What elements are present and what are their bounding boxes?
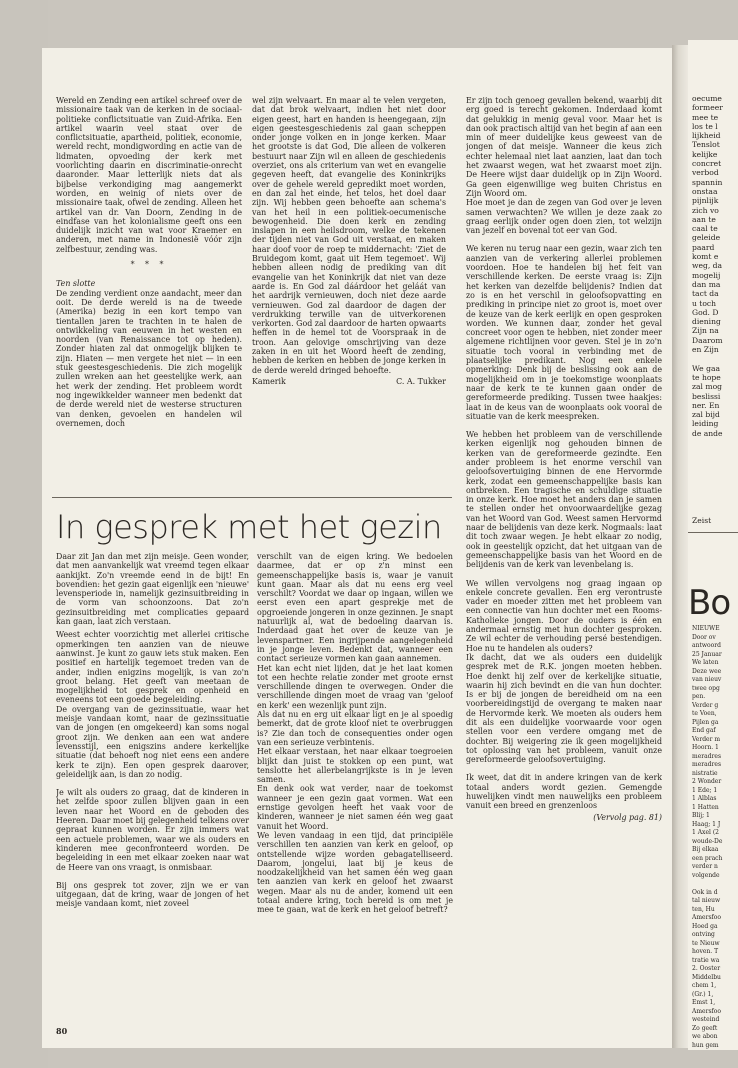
article2-column-1 [56, 552, 249, 1014]
adjacent-page-title: Bo [688, 583, 731, 623]
page-binding [672, 45, 688, 1048]
article2-paragraph: En denk ook wat verder, naar de toekomst wanneer je een gezin gaat vormen. Wat een ernstige gevolgen heeft het vaak voor de kinderen, wanneer je niet samen één weg gaat vanuit het Woord. [257, 784, 453, 831]
page-number: 80 [56, 1026, 68, 1036]
article1-paragraph: De zending verdient onze aandacht, meer dan ooit. De derde wereld is na de tweede (Amerika) bezig in een kort tempo van tientallen jaren te trachten in te halen de ontwikkeling van eeuwen in het westen en noorden (van Renaissance tot op heden). Zonder hiaten zal dat onmogelijk blijken te zijn. Hiaten — men vergete het niet — in een stuk geestesgeschiedenis. Die zich mogelijk zullen wreken aan het geestelijke werk, aan het werk der zending. Het probleem wordt nog ingewikkelder wanneer men bedenkt dat de derde wereld niet de westerse structuren van denken, gevoelen en handelen wil overnemen, doch [56, 288, 242, 428]
article-title: In gesprek met het gezin [56, 508, 442, 546]
column3-paragraph: Ik dacht, dat we als ouders een duidelijk gesprek met de R.K. jongen moeten hebben. Hoe denkt hij zelf over de kerkelijke situatie, waarin hij zich bevindt en die van hun dochter. Is er bij de jongen de bereidheid om na een voorbereidingstijd de overgang te maken naar de Hervormde kerk. We moeten als ouders hem dit als een duidelijke voorwaarde voor ogen stellen voor een verdere omgang met de dochter. Bij weigering zie ik geen mogelijkheid tot oplossing van het probleem, vanuit onze gereformeerde geloofsovertuiging. [466, 652, 662, 765]
column3-paragraph: We hebben het probleem van de verschillende kerken eigenlijk nog gehouden binnen de kerken van de gereformeerde gezindte. Een ander probleem is het enorme verschil van geloofsovertuiging binnen de ene Hervormde kerk, zodat een gemeenschappelijke basis kan ontbreken. Een tragische en schuldige situatie in onze kerk. Hoe moet het anders dan je samen te stellen onder het onvoorwaardelijke gezag van het Woord van God. Weest samen Hervormd naar de belijdenis van deze kerk. Nogmaals: laat dit toch zwaar wegen. Je hebt elkaar zo nodig, ook in geestelijk opzicht, dat het uitgaan van de gemeenschappelijke basis van het Woord en de belijdenis van de kerk van levenbelang is. [466, 430, 662, 570]
article2-paragraph: verschilt van de eigen kring. We bedoelen daarmee, dat er op z'n minst een gemeenschappelijke basis is, waar je vanuit kunt gaan. Maar als dat nu eens erg veel verschilt? Voordat we daar op ingaan, willen we eerst even een apart gesprekje met de opgroeiende jongeren in onze gezinnen. Je snapt natuurlijk al, wat de bedoeling daarvan is. Inderdaad gaat het over de keuze van je levenspartner. Een ingrijpende aangelegenheid in je jonge leven. Bedenkt dat, wanneer een contact serieuze vormen kan gaan aannemen. [257, 552, 453, 664]
article2-paragraph: Daar zit Jan dan met zijn meisje. Geen wonder, dat men aanvankelijk wat vreemd tegen elkaar aankijkt. Zo'n vreemde eend in de bijt! En bovendien: het gezin gaat eigenlijk een 'nieuwe' levensperiode in, namelijk gezinsuitbreiding in de vorm van schoonzoons. Dat zo'n gezinsuitbreiding met complicaties gepaard kan gaan, laat zich verstaan. [56, 552, 249, 627]
article2-column-2 [257, 552, 453, 1014]
article1-column-2 [252, 96, 446, 486]
subheading-ten-slotte: Ten slotte [56, 279, 96, 289]
article2-paragraph: De overgang van de gezinssituatie, waar het meisje vandaan komt, naar de gezinssituatie van de jongen (en omgekeerd) kan soms nogal groot zijn. We denken aan een wat andere levensstijl, een enigszins andere kerkelijke situatie (dat behoeft nog niet eens een andere kerk te zijn). Een open gesprek daarover, geleidelijk aan, is dan zo nodig. [56, 704, 249, 779]
background-left [0, 0, 48, 1068]
article2-paragraph: Je wilt als ouders zo graag, dat de kinderen in het zelfde spoor zullen blijven gaan in een leven naar het Woord en de geboden des Heeren. Daar moet bij gelegenheid telkens over gepraat kunnen worden. Er zijn immers wat een actuele problemen, waar we als ouders en kinderen mee geconfronteerd worden. De begeleiding in een met elkaar zoeken naar wat de Heere van ons vraagt, is onmisbaar. [56, 788, 249, 872]
article2-paragraph: Het elkaar verstaan, het naar elkaar toegroeien blijkt dan juist te stokken op een punt, wat tenslotte het allerbelangrijkste is in je leven samen. [257, 747, 453, 785]
adjacent-page [688, 40, 738, 1050]
article2-paragraph: Het kan echt niet lijden, dat je het laat komen tot een hechte relatie zonder met groote ernst verschillende dingen te overwegen. Onder die verschillende dingen moet de vraag van 'geloof en kerk' een wezenlijk punt zijn. [257, 663, 453, 710]
column3-paragraph: We willen vervolgens nog graag ingaan op enkele concrete gevallen. Een erg verontruste vader en moeder zitten met het probleem van een connectie van hun dochter met een Rooms-Katholieke jongen. Door de ouders is één en andermaal ernstig met hun dochter gesproken. Ze wil echter de verhouding persé bestendigen. Hoe nu te handelen als ouders? [466, 578, 662, 653]
column3-paragraph: Ik weet, dat dit in andere kringen van de kerk totaal anders wordt gezien. Gemengde huwelijken vindt men nauwelijks een probleem vanuit een breed en grenzenloos [466, 773, 662, 811]
adjacent-page-text-bottom: NIEUWE Door ov antwoord 25 Januar We laten Deze wee van nieuv twee opg pen. Verder g te Voen, Pijlen ga End gaf Verder m Hoorn. 1 meradres meradres nistratie 2 Wonder 1 Ede; 1 1 Alblas 1 Hatten Blij; 1 Haag; 1 J 1 Axel (2 woude-De Bij elkaa een prach verder n volgende Ook in d tal nieuw ten, Hu Amersfoo Hoed ga ontving te Nieuw hoven. T tratie wa 2. Ooster Middelbu chem 1, (Gr.) 1, Emst 1, Amersfoo westeind Zo geeft we abon hun gem [692, 625, 723, 1049]
adjacent-page-text-top: oecume formeer mee te los te l lijkheid Tenslot kelijke concret verbod spannin onstaa pijnlijk zich vo aan te caal te geleide paard komt e weg, da mogelij dan ma tact da u toch God. D diening Zijn na Daarom en Zijn We gaa te hope zal mog beslissi ner. En zal bijd leiding de ande [692, 94, 723, 438]
article2-paragraph: Weest echter voorzichtig met allerlei critische opmerkingen ten aanzien van de nieuwe aanwinst. Je kunt zo gauw iets stuk maken. Een positief en hartelijk tegemoet treden van de ander, indien enigzins mogelijk, is van zo'n groot belang. Het geeft van meetaan de mogelijkheid tot gesprek en openheid en eveneens tot een goede begeleiding. [56, 630, 249, 705]
column3-paragraph: Er zijn toch genoeg gevallen bekend, waarbij dit erg goed is terecht gekomen. Inderdaad komt dat gelukkig in menig geval voor. Maar het is dan ook practisch altijd van het begin af aan een min of meer duidelijke keus geweest van de jongen of dat meisje. Wanneer die keus zich echter helemaal niet laat aanzien, laat dan toch het zwaarst wegen, wat het zwaarst moet zijn. De Heere wijst daar duidelijk op in Zijn Woord. Ga geen eigenwillige weg buiten Christus en Zijn Woord om. [466, 96, 662, 198]
article2-paragraph: Als dat nu en erg uit elkaar ligt en je al spoedig bemerkt, dat de grote kloof niet te overbruggen is? Zie dan toch de consequenties onder ogen van een serieuze verbintenis. [257, 710, 453, 747]
adjacent-page-divider [688, 532, 738, 533]
section-stars: * * * [130, 260, 168, 270]
article2-column-3 [466, 96, 662, 1018]
column3-paragraph: Hoe moet je dan de zegen van God over je leven samen verwachten? We willen je deze zaak zo graag eerlijk onder ogen doen zien, tot welzijn van jezelf en bovenal tot eer van God. [466, 198, 662, 236]
adjacent-page-signature: Zeist [692, 516, 712, 525]
article1-paragraph: wel zijn welvaart. En maar al te velen vergeten, dat dat brok welvaart, indien het niet door eigen geest, hart en handen is heengegaan, zijn eigen geestesgeschiedenis zal gaan scheppen onder jonge volken en in jonge kerken. Maar het grootste is dat God, Die alleen de volkeren bestuurt naar Zijn wil en alleen de geschiedenis overziet, ons als criterium van wet en evangelie gegeven heeft, dat evangelie des Koninkrijks over de gehele wereld gepredikt moet worden, en dan zal het einde, het telos, het doel daar zijn. Wij hebben geen behoefte aan schema's van het heil in een politiek-oecumenische bewogenheid. Die doen kerk en zending inslapen in een heilsdroom, welke de tekenen der tijden niet van God uit verstaat, en maken haar doof voor de roep te middernacht: 'Ziet de Bruidegom komt, gaat uit Hem tegemoet'. Wij hebben alleen nodig de prediking van dit evangelie van het Koninkrijk dat niet van deze aarde is. En God zal dáárdoor het geláát van het aardrijk vernieuwen, doch niet deze aarde vernieuwen. God zal daardoor de dagen der verdrukking terwille van de uitverkorenen verkorten. God zal daardoor de harten opwaarts heffen in de hemel tot de Voorspraak in de troon. Aan gelovige omschrijving van deze zaken in en uit het Woord heeft de zending, hebben de kerken en hebben de jonge kerken in de derde wereld dringed behoefte. [252, 96, 446, 375]
article2-paragraph: We leven vandaag in een tijd, dat principiële verschillen ten aanzien van kerk en geloof, op ontstellende wijze worden gebagatelliseerd. Daarom, jongelui, laat bij je keus de noodzakelijkheid van het samen één weg gaan ten aanzien van kerk en geloof het zwaarst wegen. Maar als nu de ander, komend uit een totaal andere kring, toch bereid is om met je mee te gaan, wat de kerk en het geloof betreft? [257, 830, 453, 915]
section-divider [52, 497, 452, 498]
signature-author: C. A. Tukker [396, 376, 446, 386]
article1-paragraph: Wereld en Zending een artikel schreef over de missionaire taak van de kerken in de sociaal-politieke conflictsituatie van Zuid-Afrika. Een artikel waarin veel staat over de conflictsituatie, apartheid, politiek, economie, wereld recht, mondigwording en actie van de lidmaten, opvoeding der kerk met voorlichting daarin en discriminatie-onrecht daaronder. Maar letterlijk niets dat als bijbelse verkondiging mag aangemerkt worden, en weinig of niets over de missionaire taak, ofwel de zending. Alleen het artikel van dr. Van Doorn, Zending in de eindfase van het kolonialisme geeft ons een duidelijk inzicht van wat voor Kraemer en anderen, met name in Indonesië vóór zijn zelfbestuur, zending was. [56, 96, 242, 254]
signature [252, 377, 446, 386]
signature-place: Kamerik [252, 376, 286, 386]
article1-column-1 [56, 96, 242, 486]
column3-paragraph: We keren nu terug naar een gezin, waar zich ten aanzien van de verkering allerlei problemen voordoen. Hoe te handelen bij het feit van verschillende kerken. De eerste vraag is: Zijn het kerken van dezelfde belijdenis? Indien dat zo is en het verschil in geloofsopvatting en prediking in principe niet zo groot is, moet over de keuze van de kerk eerlijk en open gesproken worden. We kunnen daar, zonder het geval concreet voor ogen te hebben, niet zonder meer algemene richtlijnen voor geven. Stel je in zo'n situatie toch vooral in verbinding met de plaatselijke predikant. Nog een enkele opmerking: Denk bij de beslissing ook aan de mogelijkheid om in je toekomstige woonplaats naar de kerk te te kunnen gaan onder de gereformeerde prediking. Tussen twee haakjes: laat in de keus van de woonplaats ook vooral de situatie van de kerk meespreken. [466, 244, 662, 421]
article2-paragraph: Bij ons gesprek tot zover, zijn we er van uitgegaan, dat de kring, waar de jongen of het meisje vandaan komt, niet zoveel [56, 880, 249, 909]
continued-note: (Vervolg pag. 81) [593, 812, 662, 822]
